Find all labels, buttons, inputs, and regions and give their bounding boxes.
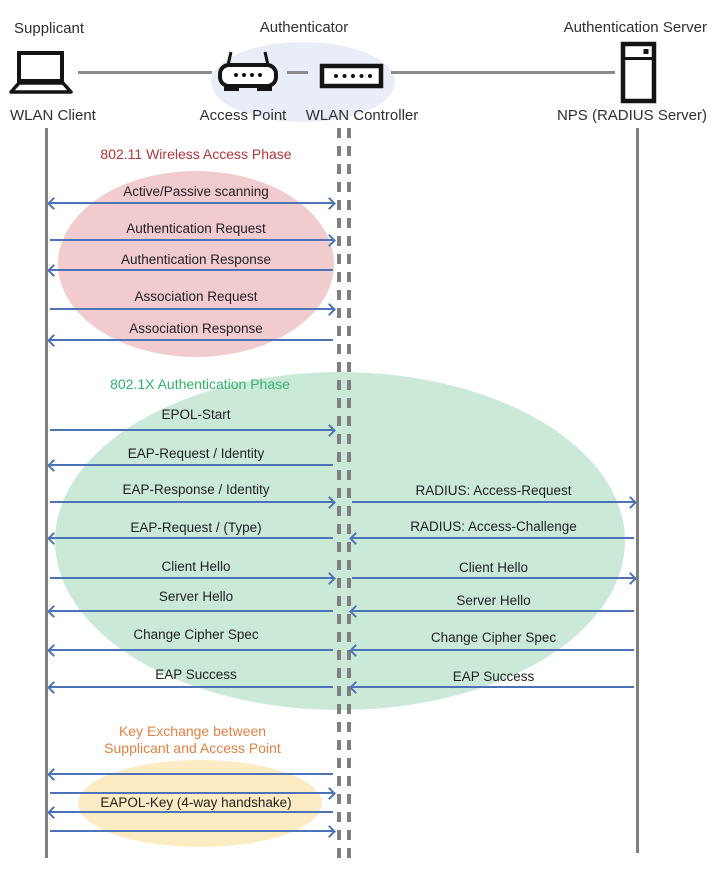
connector-client-ap	[78, 71, 212, 74]
wlan-controller-icon	[319, 63, 384, 89]
message-label: Association Response	[129, 321, 263, 336]
client-hello-arrow-left-lane	[48, 572, 335, 584]
eapol-key-arrow-3	[48, 806, 335, 818]
node-label-nps: NPS (RADIUS Server)	[556, 107, 707, 124]
authentication-request-arrow	[48, 234, 335, 246]
eap-response-identity-arrow	[48, 496, 335, 508]
phase1-title: 802.11 Wireless Access Phase	[100, 146, 292, 162]
message-label: EAP-Request / Identity	[127, 446, 265, 461]
eap-success-arrow-right-lane	[350, 681, 636, 693]
role-authentication-server: Authentication Server	[563, 19, 707, 36]
message-label: EAP-Response / Identity	[122, 482, 270, 497]
message-label: Server Hello	[456, 593, 531, 608]
server-hello-arrow-left-lane	[48, 605, 335, 617]
message-label: RADIUS: Access-Request	[415, 483, 572, 498]
access-point-icon	[217, 50, 279, 94]
message-label: RADIUS: Access-Challenge	[410, 519, 577, 534]
association-request-arrow	[48, 303, 335, 315]
role-supplicant: Supplicant	[14, 20, 85, 37]
eapol-key-arrow-4	[48, 825, 335, 837]
server-icon	[620, 41, 658, 104]
phase3-title	[50, 723, 335, 757]
laptop-icon	[8, 50, 74, 95]
eapol-key-arrow-1	[48, 768, 335, 780]
node-label-wlan-client: WLAN Client	[10, 107, 96, 124]
change-cipher-spec-arrow-left-lane	[48, 644, 335, 656]
message-label: EAP-Request / (Type)	[130, 520, 262, 535]
message-label: EAPOL-Key (4-way handshake)	[100, 795, 292, 810]
message-label: Server Hello	[158, 589, 234, 604]
message-label: Change Cipher Spec	[133, 627, 259, 642]
node-label-access-point: Access Point	[199, 107, 287, 124]
message-label: Authentication Request	[126, 221, 266, 236]
client-hello-arrow-right-lane	[350, 572, 636, 584]
node-label-wlan-controller: WLAN Controller	[305, 107, 419, 124]
phase3-title-line2: Supplicant and Access Point	[104, 740, 281, 756]
message-label: Active/Passive scanning	[123, 184, 269, 199]
change-cipher-spec-arrow-right-lane	[350, 644, 636, 656]
eap-request-type-arrow	[48, 532, 335, 544]
message-label: EAP Success	[452, 669, 535, 684]
message-label: Association Request	[134, 289, 258, 304]
lifeline-controller-left	[337, 128, 341, 862]
active-passive-scanning-arrow	[48, 197, 335, 209]
radius-access-request-arrow	[350, 496, 636, 508]
role-authenticator: Authenticator	[259, 19, 349, 36]
eap-success-arrow-left-lane	[48, 681, 335, 693]
message-label: Client Hello	[161, 559, 231, 574]
message-label: Authentication Response	[120, 252, 272, 267]
server-hello-arrow-right-lane	[350, 605, 636, 617]
eap-request-identity-arrow	[48, 459, 335, 471]
message-label: Client Hello	[458, 560, 529, 575]
epol-start-arrow	[48, 424, 335, 436]
phase3-title-line1: Key Exchange between	[118, 723, 267, 739]
message-label: EAP Success	[155, 667, 237, 682]
authentication-response-arrow	[48, 264, 335, 276]
message-label: Change Cipher Spec	[430, 630, 557, 645]
connector-ap-controller	[287, 71, 308, 74]
radius-access-challenge-arrow	[350, 532, 636, 544]
association-response-arrow	[48, 334, 335, 346]
lifeline-radius-server	[636, 128, 639, 853]
message-label: EPOL-Start	[161, 407, 231, 422]
connector-controller-server	[391, 71, 615, 74]
phase2-title: 802.1X Authentication Phase	[110, 376, 290, 392]
